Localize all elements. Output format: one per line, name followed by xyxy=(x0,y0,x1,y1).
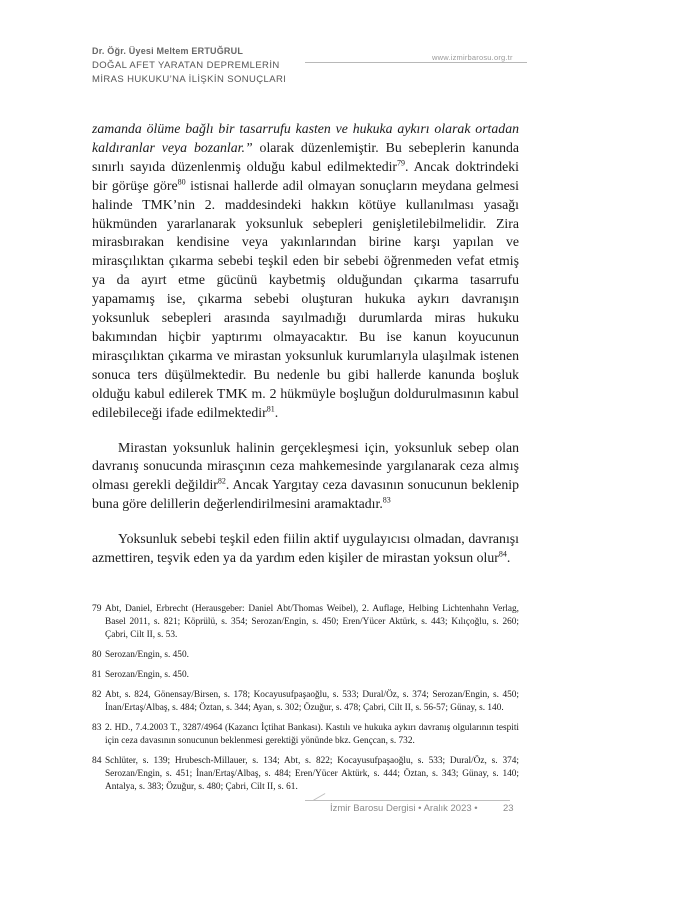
footnote-text: Serozan/Engin, s. 450. xyxy=(105,670,189,680)
footnote-83 xyxy=(92,722,519,748)
header-divider xyxy=(305,62,527,63)
footnote-number: 83 xyxy=(92,723,102,733)
paragraph-1: zamanda ölüme bağlı bir tasarrufu kasten ve hukuka aykırı olarak ortadan kaldıranlar veya bozanlar.” olarak düzenlemiştir. Bu sebeplerin kanunda sınırlı sayıda düzenlenmiş olduğu kabul edilmektedir$^{79}$. Ancak doktrindeki bir görüşe göre$^{80}$ istisnai hallerde adil olmayan sonuçların meydana gelmesi halinde TMK’nin 2. maddesindeki hakkın kötüye kullanılması yasağı hükmünden yararlanarak yoksunluk sebepleri genişletilebilmelidir. Zira mirasbırakan kendisine veya yakınlarından birine karşı yapılan ve mirasçılıktan çıkarma sebebi teşkil eden bir sebebi öğrenmeden vefat etmiş ya da ayırt etme gücünü kaybetmiş olduğundan çıkarma tasarrufu yapamamış ise, çıkarma sebebi oluşturan hukuka aykırı davranışın yoksunluk sebepleri arasında sayılmadığı durumlarda miras hukuku bakımından hiçbir yaptırımı olmayacaktır. Bu ise kanun koyucunun mirasçılıktan çıkarma ve mirastan yoksunluk kurumlarıyla ulaşılmak istenen sonuca ters düşülmektedir. Bu nedenle bu gibi hallerde kanunda boşluk olduğu kabul edilerek TMK m. 2 hükmüyle boşluğun doldurulmasının kabul edilebileceği ifade edilmektedir$^{81}$. xyxy=(92,121,520,420)
footnote-ref-82[interactable]: 82 xyxy=(217,476,226,486)
paragraph-3: Yoksunluk sebebi teşkil eden fiilin aktif uygulayıcısı olmadan, davranışı azmettiren, teşvik eden ya da yardım eden kişiler de mirastan yoksun olur$^{84}$. xyxy=(92,531,519,566)
footnote-number: 82 xyxy=(92,690,102,700)
footnote-text: Abt, s. 824, Gönensay/Birsen, s. 178; Kocayusufpaşaoğlu, s. 533; Dural/Öz, s. 374; Serozan/Engin, s. 450; İnan/Ertaş/Albaş, s. 484; Öztan, s. 344; Ayan, s. 302; Özuğur, s. 478; Çabri, Cilt II, s. 56-57; Günay, s. 140. xyxy=(105,690,519,713)
footnote-81 xyxy=(92,669,519,682)
article-title-line-2: MİRAS HUKUKU’NA İLİŞKİN SONUÇLARI xyxy=(92,74,287,85)
footnote-82 xyxy=(92,689,519,715)
paragraph-2: Mirastan yoksunluk halinin gerçekleşmesi için, yoksunluk sebep olan davranış sonucunda mirasçının ceza mahkemesinde yargılanarak ceza almış olması gerekli değildir$^{82}$. Ancak Yargıtay ceza davasının sonucunun beklenip buna göre delillerin değerlendirilmesini aramaktadır.$^{83}$ xyxy=(92,439,519,512)
footnote-text: 2. HD., 7.4.2003 T., 3287/4964 (Kazancı İçtihat Bankası). Kastılı ve hukuka aykırı davranış olgularının tespiti için ceza davasının sonucunun beklenmesi gerektiği yönünde bkz. Gençcan, s. 732. xyxy=(105,723,519,746)
page-number: 23 xyxy=(503,803,514,814)
footnote-text: Serozan/Engin, s. 450. xyxy=(105,650,189,660)
footnote-ref-79[interactable]: 79 xyxy=(397,158,406,168)
footnote-84 xyxy=(92,755,519,794)
footnote-number: 81 xyxy=(92,670,102,680)
footnote-ref-83[interactable]: 83 xyxy=(382,495,391,505)
footnote-number: 80 xyxy=(92,650,102,660)
italic-quote: zamanda ölüme bağlı bir tasarrufu kasten ve hukuka aykırı olarak ortadan kaldıranlar veya bozanlar.” xyxy=(92,121,519,155)
footnote-text: Schlüter, s. 139; Hrubesch-Millauer, s. 134; Abt, s. 822; Kocayusufpaşaoğlu, s. 533; Dural/Öz, s. 374; Serozan/Engin, s. 451; İnan/Ertaş/Albaş, s. 484; Eren/Yücer Aktürk, s. 444; Öztan, s. 343; Günay, s. 140; Antalya, s. 383; Özuğur, s. 480; Çabri, Cilt II, s. 61. xyxy=(105,756,519,792)
footnote-number: 84 xyxy=(92,756,102,766)
footnote-text: Abt, Daniel, Erbrecht (Herausgeber: Daniel Abt/Thomas Weibel), 2. Auflage, Helbing Lichtenhahn Verlag, Basel 2011, s. 821; Köprülü, s. 354; Serozan/Engin, s. 450; Eren/Yücer Aktürk, s. 443; Kılıçoğlu, s. 260; Çabri, Cilt II, s. 53. xyxy=(105,604,519,640)
journal-issue: İzmir Barosu Dergisi • Aralık 2023 • xyxy=(330,803,478,814)
author-name: Dr. Öğr. Üyesi Meltem ERTUĞRUL xyxy=(92,46,244,56)
footnotes xyxy=(92,603,519,801)
footer-divider xyxy=(305,800,510,801)
body-text xyxy=(92,120,519,568)
footnote-ref-84[interactable]: 84 xyxy=(498,549,507,559)
footnote-ref-81[interactable]: 81 xyxy=(266,404,275,413)
website-url: www.izmirbarosu.org.tr xyxy=(432,53,513,62)
article-title-line-1: DOĞAL AFET YARATAN DEPREMLERİN xyxy=(92,60,280,71)
footnote-ref-80[interactable]: 80 xyxy=(177,177,186,187)
footnote-79 xyxy=(92,603,519,642)
footnote-80 xyxy=(92,649,519,662)
footnote-number: 79 xyxy=(92,604,102,614)
